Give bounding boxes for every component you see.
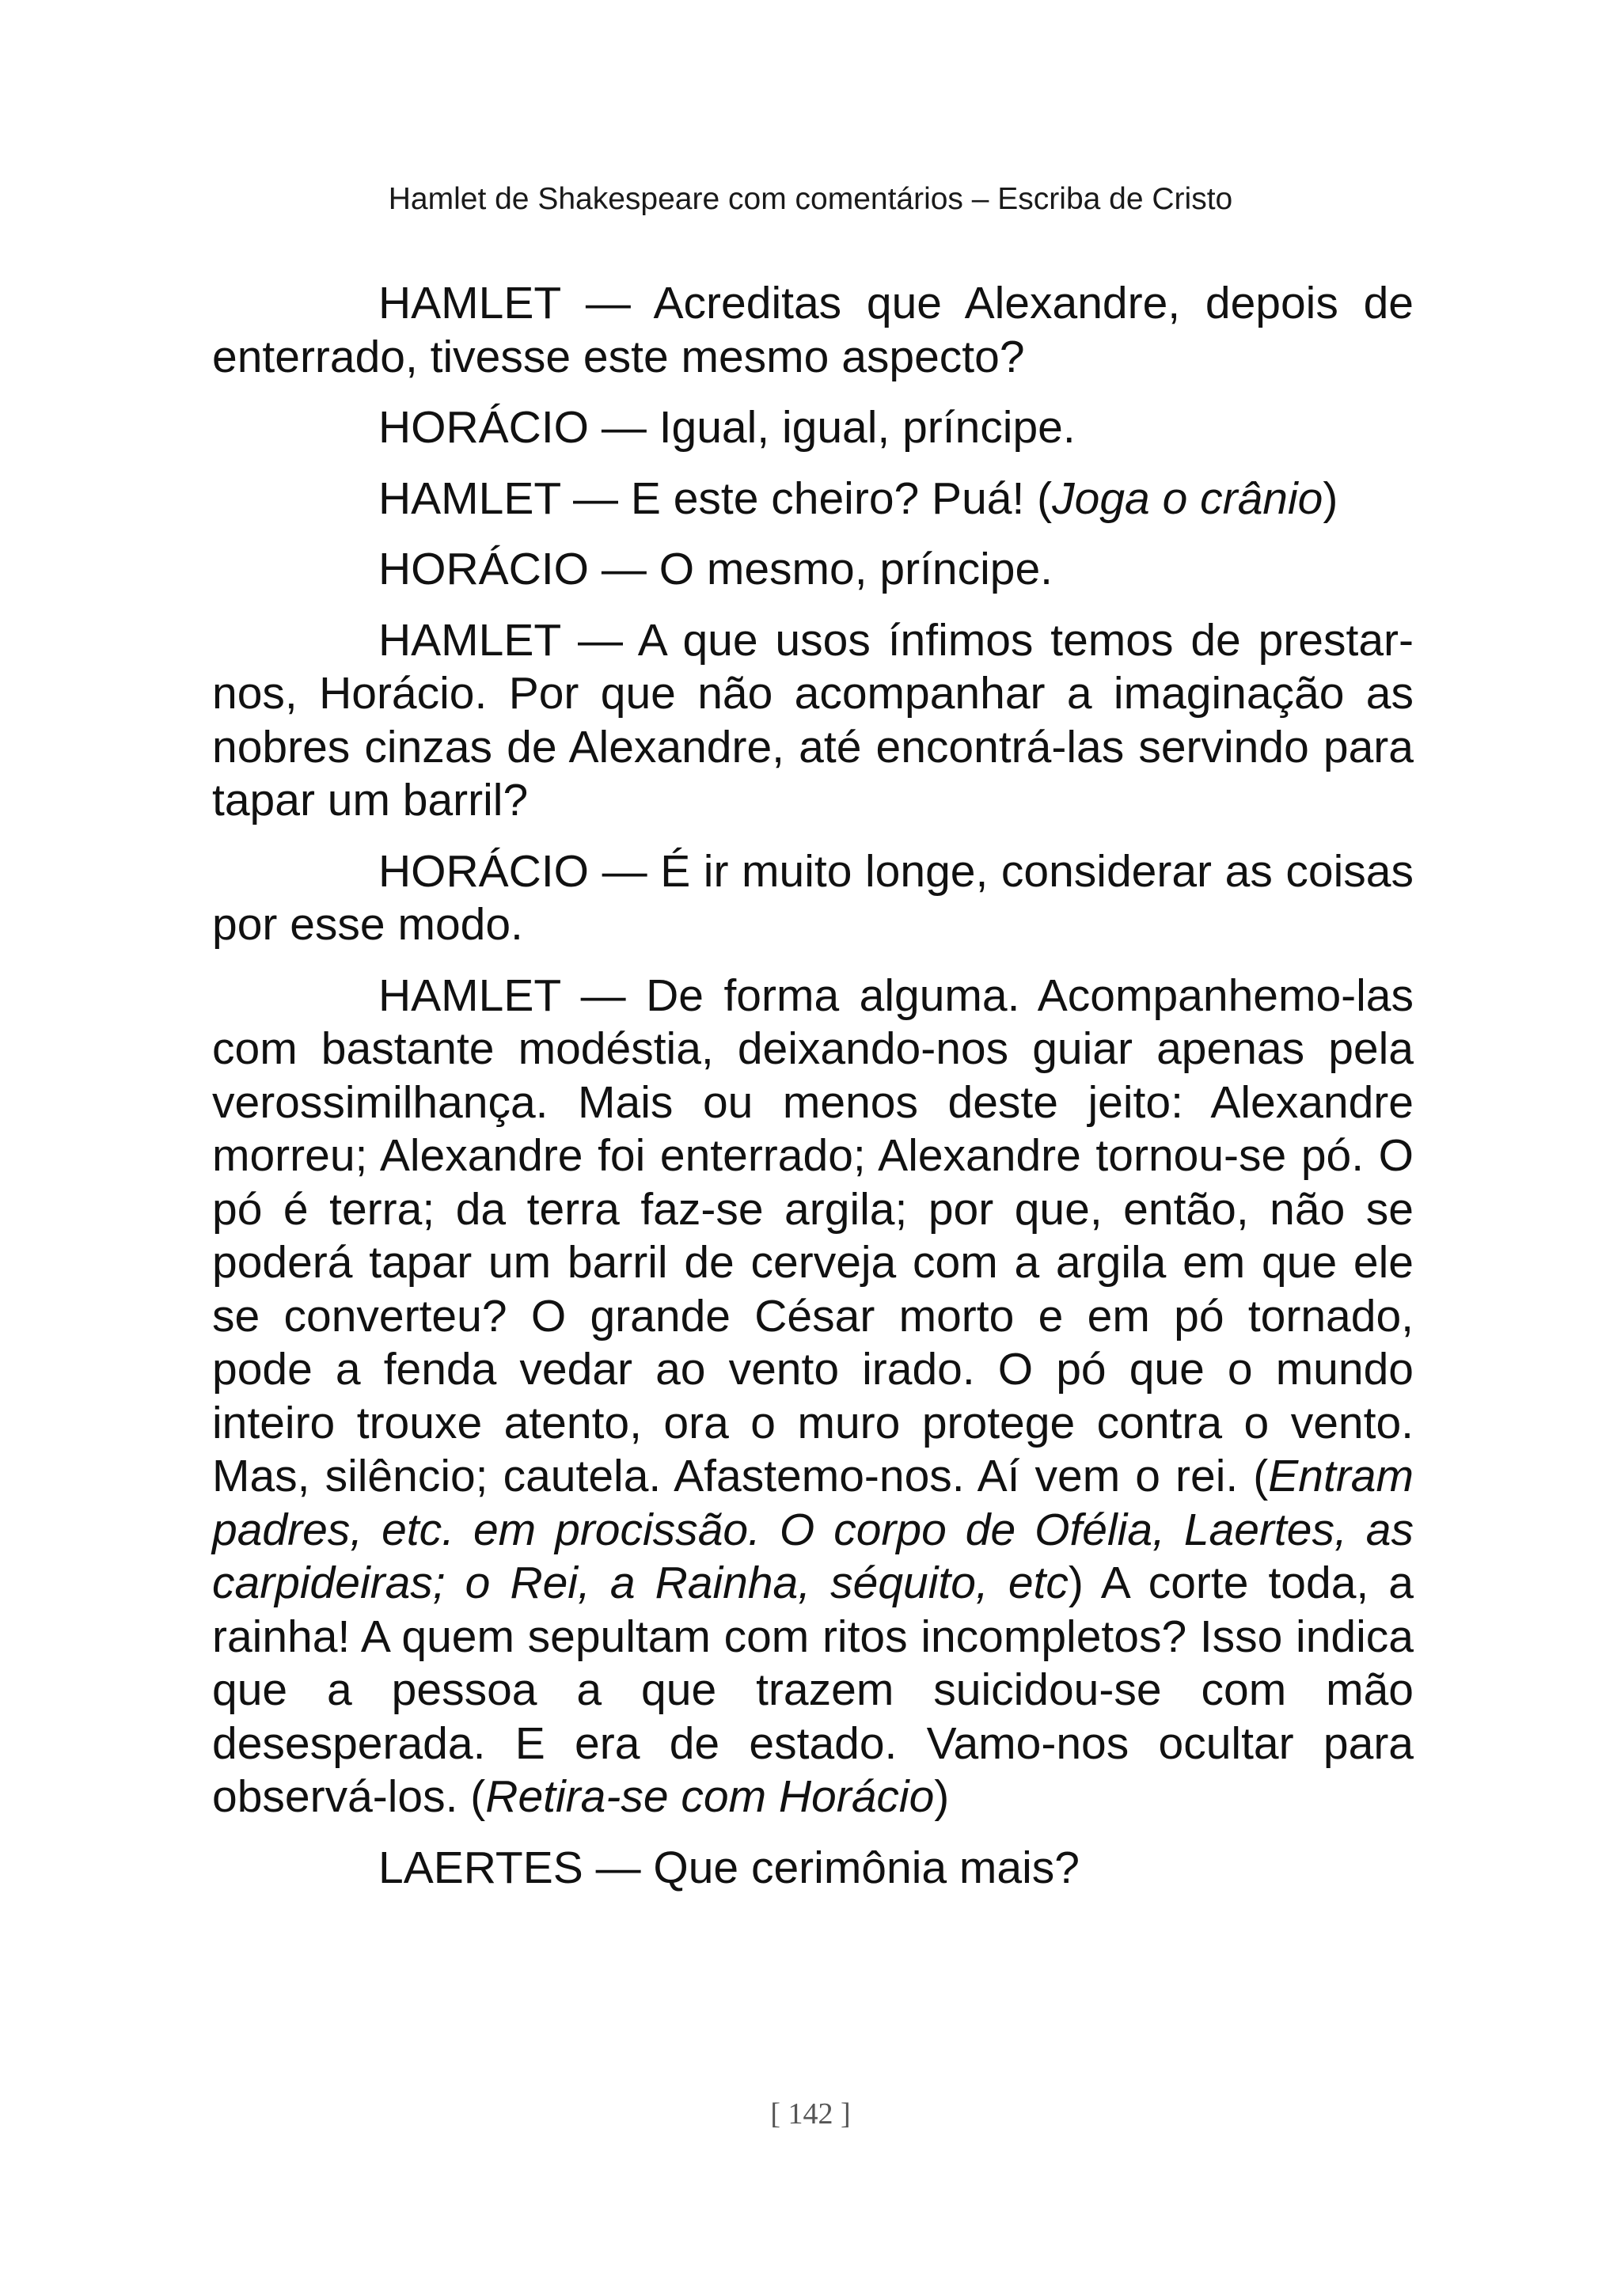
stage-direction: Joga o crânio — [1052, 472, 1323, 524]
dialogue-text: ) — [934, 1771, 950, 1822]
dialogue-text: HAMLET — E este cheiro? Puá! ( — [378, 472, 1053, 524]
dialogue-text: HORÁCIO — O mesmo, príncipe. — [378, 544, 1053, 594]
dialogue-paragraph-hamlet — [212, 277, 1414, 384]
dialogue-paragraph-hamlet — [212, 614, 1414, 828]
dialogue-paragraph-horacio — [212, 543, 1414, 597]
dialogue-text: HAMLET — A que usos ínfimos temos de prestarnos, Horácio. Por que não acompanhar a imaginação as nobres cinzas de Alexandre, até encontrá-las servindo para tapar um barril? — [212, 614, 1414, 825]
page-number: [ 142 ] — [770, 2097, 851, 2131]
dialogue-text: ) A corte toda, a rainha! A quem sepultam com ritos incompletos? Isso indica que a pessoa a que trazem suicidou-se com mão desesperada. E era de estado. Vamo-nos ocultar para observá-los. ( — [212, 1558, 1414, 1822]
stage-direction: Entram padres, etc. em procissão. O corpo de Ofélia, Laertes, as carpideiras; o Rei, a Rainha, séquito, etc — [212, 1451, 1414, 1608]
dialogue-text: ) — [1323, 472, 1338, 524]
dialogue-text: HORÁCIO — É ir muito longe, considerar as coisas por esse modo. — [212, 845, 1414, 950]
dialogue-text: HORÁCIO — Igual, igual, príncipe. — [378, 402, 1076, 453]
dialogue-paragraph-laertes — [212, 1842, 1414, 1896]
dialogue-paragraph-hamlet — [212, 970, 1414, 1824]
dialogue-text: HAMLET — Acreditas que Alexandre, depois de enterrado, tivesse este mesmo aspecto? — [212, 278, 1414, 382]
running-header: Hamlet de Shakespeare com comentários – Escriba de Cristo — [388, 182, 1233, 216]
stage-direction: Retira-se com Horácio — [485, 1771, 935, 1822]
dialogue-text: LAERTES — Que cerimônia mais? — [378, 1842, 1080, 1893]
dialogue-paragraph-horacio — [212, 845, 1414, 952]
dialogue-paragraph-hamlet — [212, 472, 1414, 526]
play-text — [212, 277, 1414, 1895]
dialogue-text: HAMLET — De forma alguma. Acompanhemo-las com bastante modéstia, deixando-nos guiar apenas pela verossimilhança. Mais ou menos deste jeito: Alexandre morreu; Alexandre foi enterrado; Alexandre tornou-se pó. O pó é terra; da terra faz-se argila; por que, então, não se poderá tapar um barril de cerveja com a argila em que ele se converteu? O grande César morto e em pó tornado, pode a fenda vedar ao vento irado. O pó que o mundo inteiro trouxe atento, ora o muro protege contra o vento. Mas, silêncio; cautela. Afastemo-nos. Aí vem o rei. ( — [212, 970, 1414, 1501]
dialogue-paragraph-horacio — [212, 401, 1414, 455]
